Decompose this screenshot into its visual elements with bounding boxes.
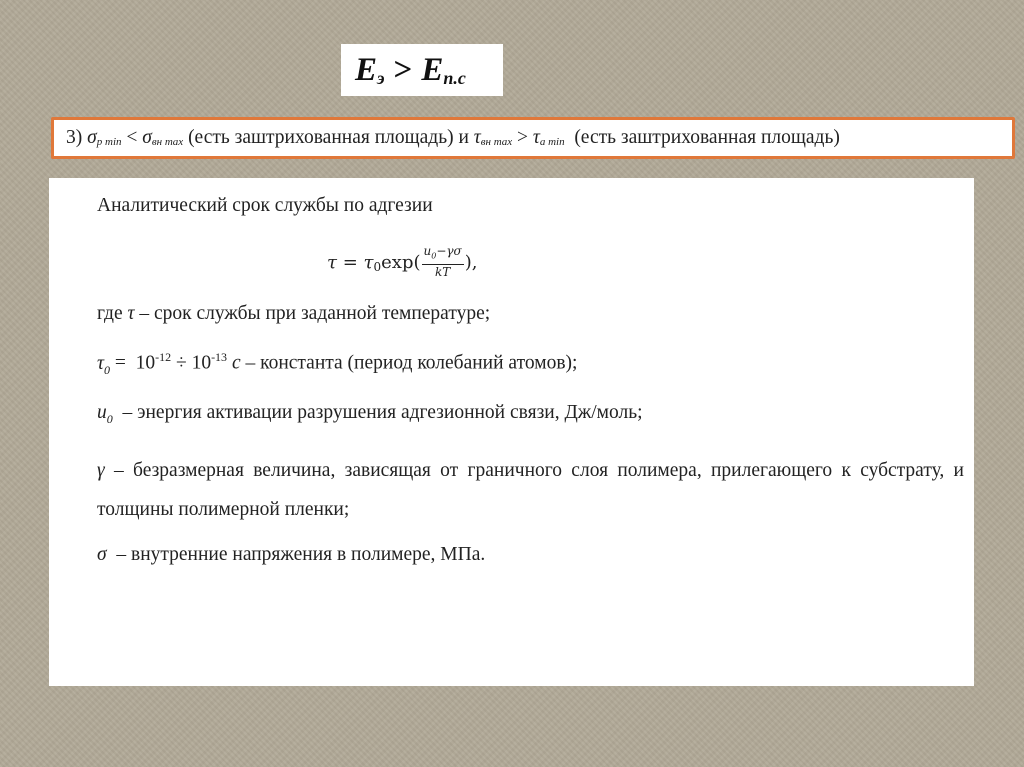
numerator-u: u <box>423 244 432 259</box>
fraction-numerator <box>422 244 464 264</box>
tau0-sub: 0 <box>103 362 110 377</box>
condition-number: 3) <box>66 127 83 148</box>
formula-close: ), <box>464 251 478 273</box>
condition-sub1: p min <box>96 136 122 148</box>
lifetime-formula <box>327 240 964 284</box>
numerator-rest: −γσ <box>436 244 462 259</box>
tau0-text: – константа (период колебаний атомов); <box>245 352 578 374</box>
sigma-symbol: σ <box>97 544 107 566</box>
condition-sym2: σ <box>142 127 152 148</box>
tau0-eq: = <box>114 352 126 374</box>
condition-sym1: σ <box>87 127 97 148</box>
title-left-subscript: э <box>377 67 385 88</box>
condition-sub4: a min <box>539 136 565 148</box>
condition-op1: < <box>126 127 138 148</box>
gamma-symbol: γ <box>97 460 105 482</box>
title-operator: > <box>393 51 413 88</box>
numerator-u-sub: 0 <box>431 251 437 261</box>
formula-tau-sub: 0 <box>373 260 382 274</box>
where-prefix: где <box>97 303 123 324</box>
tau0-base2: 10 <box>191 352 212 374</box>
definition-gamma <box>97 451 964 529</box>
u0-sym: u <box>97 402 107 424</box>
condition-box <box>51 117 1015 159</box>
definition-tau <box>97 302 964 326</box>
tau0-unit: c <box>231 352 241 374</box>
condition-sub3: вн max <box>480 136 513 148</box>
title-left-symbol: E <box>355 51 378 88</box>
where-text: – срок службы при заданной температуре; <box>139 303 491 324</box>
tau0-div: ÷ <box>175 352 187 374</box>
where-symbol: τ <box>127 303 135 324</box>
formula-tau: τ <box>363 251 374 273</box>
definition-sigma <box>97 543 964 567</box>
u0-symbol <box>97 402 113 427</box>
intro-text: Аналитический срок службы по адгезии <box>97 195 433 216</box>
title-right-subscript: п.с <box>443 67 466 88</box>
condition-note2: (есть заштрихованная площадь) <box>574 127 840 148</box>
sigma-text: – внутренние напряжения в полимере, МПа. <box>116 544 486 566</box>
tau0-base1: 10 <box>135 352 156 374</box>
condition-note1: (есть заштрихованная площадь) и <box>188 127 469 148</box>
definition-tau0 <box>97 345 964 381</box>
title-inequality <box>341 44 503 96</box>
tau0-symbol <box>97 352 110 377</box>
definition-u0 <box>97 401 964 431</box>
tau0-exp1: -12 <box>155 350 172 364</box>
condition-sym3: τ <box>473 127 481 148</box>
gamma-text: – безразмерная величина, зависящая от граничного слоя полимера, прилегающего к субстрату, и толщины полимерной пленки; <box>97 460 964 521</box>
formula-fraction <box>422 244 464 279</box>
formula-lhs: τ <box>327 251 337 273</box>
title-right-symbol: E <box>421 51 444 88</box>
u0-text: – энергия активации разрушения адгезионной связи, Дж/моль; <box>122 402 643 424</box>
condition-sub2: вн max <box>151 136 184 148</box>
u0-sub: 0 <box>106 412 113 427</box>
tau0-exp2: -13 <box>211 350 228 364</box>
content-panel <box>49 178 974 686</box>
formula-eq: = <box>342 251 358 273</box>
fraction-denominator: kT <box>434 264 451 279</box>
condition-sym4: τ <box>532 127 540 148</box>
condition-op2: > <box>516 127 528 148</box>
tau0-sym: τ <box>97 352 104 374</box>
formula-exp: exp( <box>381 251 421 273</box>
